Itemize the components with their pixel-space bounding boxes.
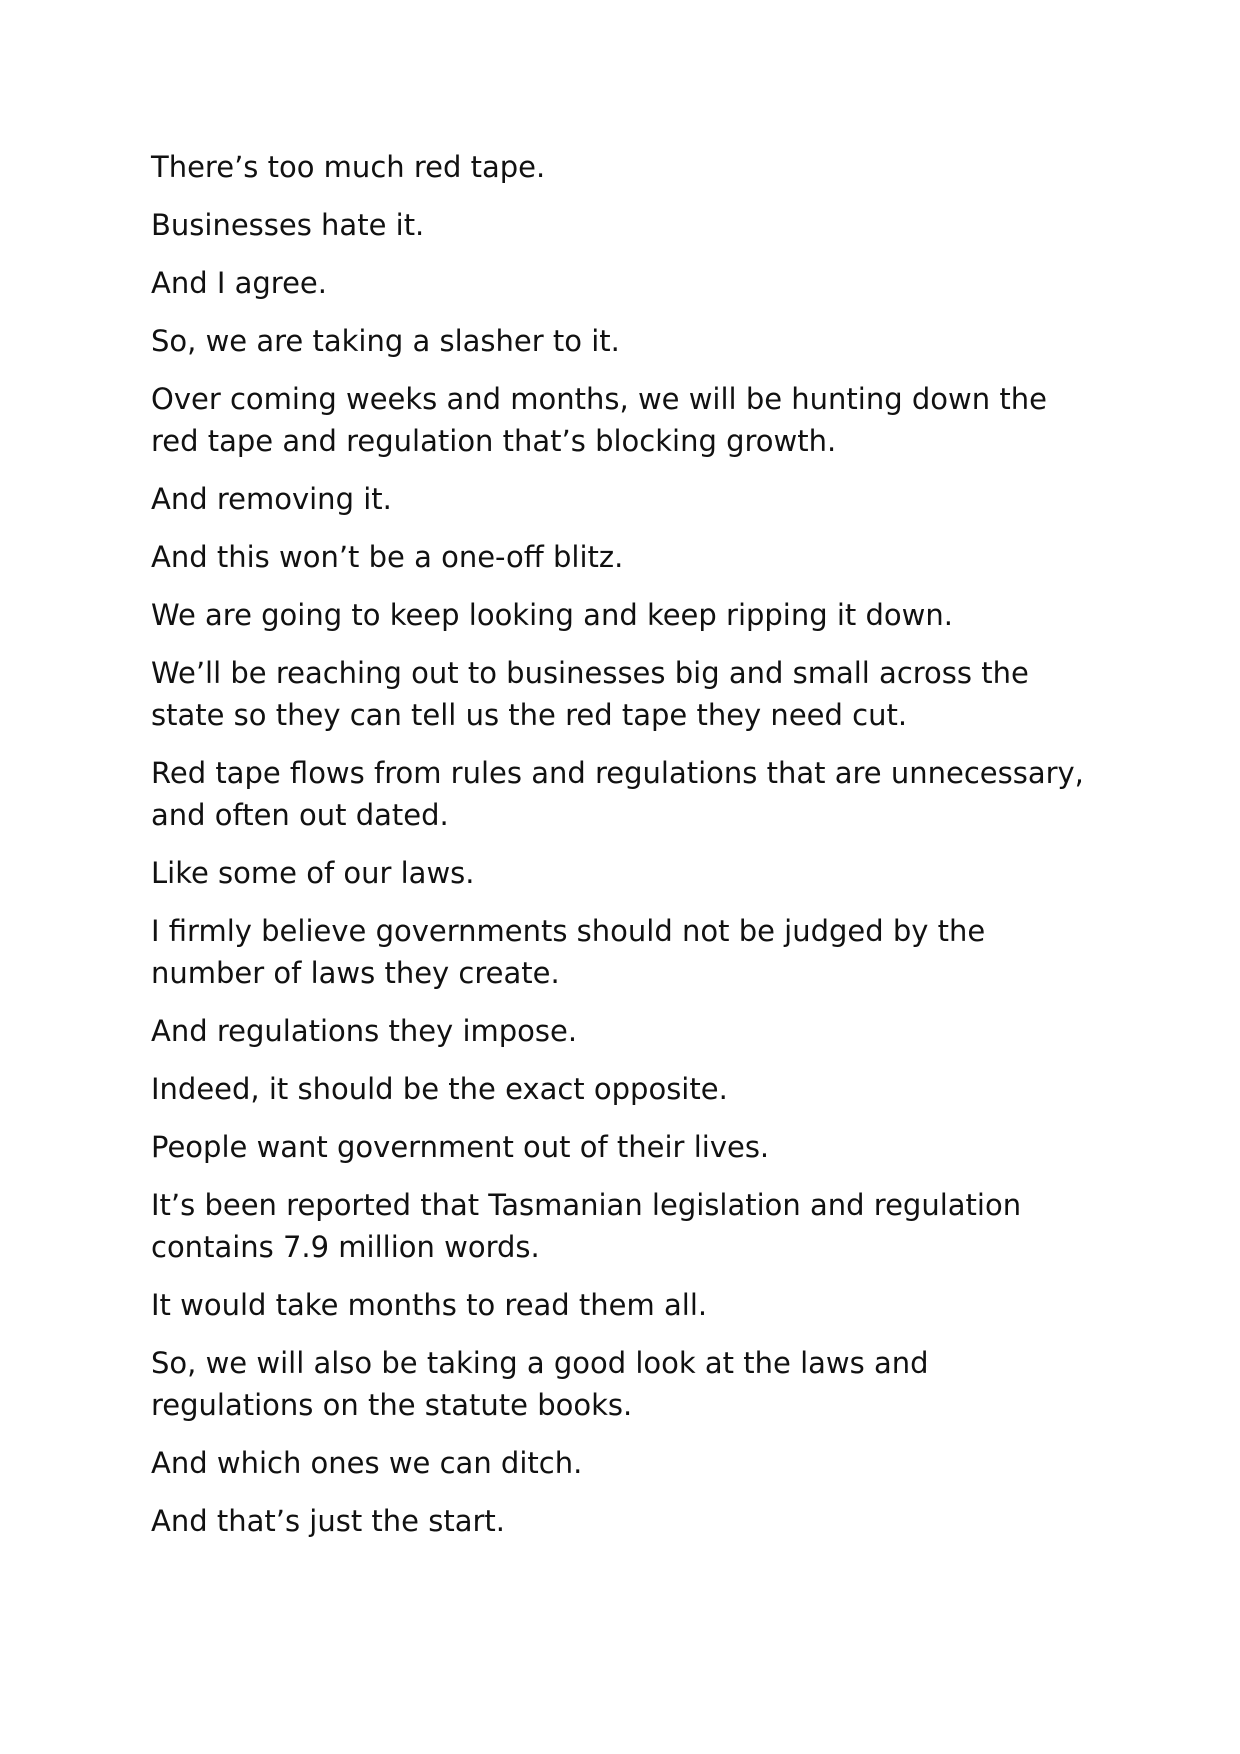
paragraph: Over coming weeks and months, we will be hunting down the red tape and regulation that’s blocking growth. <box>151 382 1047 458</box>
paragraph: We are going to keep looking and keep ripping it down. <box>151 598 953 632</box>
paragraph: I firmly believe governments should not be judged by the number of laws they create. <box>151 914 986 990</box>
paragraph: And removing it. <box>151 482 392 516</box>
paragraph: And this won’t be a one-off blitz. <box>151 540 624 574</box>
paragraph: So, we will also be taking a good look at the laws and regulations on the statute books. <box>151 1346 929 1422</box>
paragraph: And I agree. <box>151 266 327 300</box>
paragraph: And which ones we can ditch. <box>151 1446 583 1480</box>
paragraph: Like some of our laws. <box>151 856 475 890</box>
document-body <box>151 146 1091 1558</box>
paragraph: We’ll be reaching out to businesses big and small across the state so they can tell us the red tape they need cut. <box>151 656 1029 732</box>
paragraph: There’s too much red tape. <box>151 150 546 184</box>
paragraph: And that’s just the start. <box>151 1504 505 1538</box>
paragraph: Red tape flows from rules and regulations that are unnecessary, and often out dated. <box>151 756 1084 832</box>
paragraph: Businesses hate it. <box>151 208 425 242</box>
paragraph: It would take months to read them all. <box>151 1288 708 1322</box>
paragraph: Indeed, it should be the exact opposite. <box>151 1072 728 1106</box>
paragraph: And regulations they impose. <box>151 1014 578 1048</box>
paragraph: It’s been reported that Tasmanian legislation and regulation contains 7.9 million words. <box>151 1188 1022 1264</box>
paragraph: So, we are taking a slasher to it. <box>151 324 620 358</box>
paragraph: People want government out of their lives. <box>151 1130 770 1164</box>
